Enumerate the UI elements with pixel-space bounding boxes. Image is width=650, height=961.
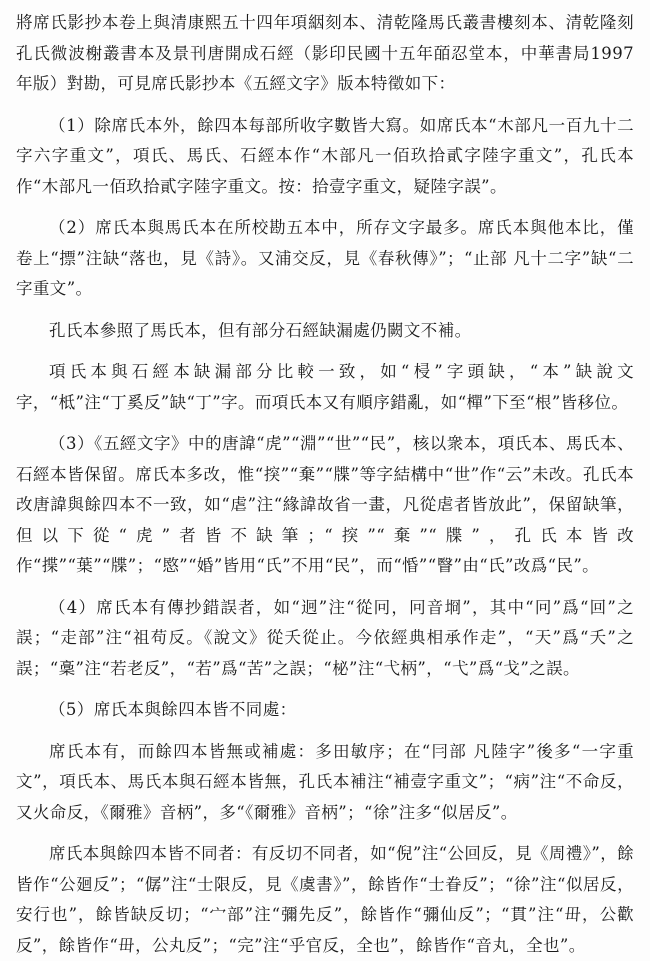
feature-4-paragraph: （4）席氏本有傳抄錯誤者，如“迥”注“從冋，冋音埛”，其中“冋”爲“回”之誤；“走部”注“祖苟反。《說文》從夭從止。今依經典相承作走”，“天”爲“夭”之誤；“稾”注“若老反”，“若”爲“苦”之誤；“柲”注“弋柄”，“弋”爲“戈”之誤。 bbox=[16, 597, 634, 678]
feature-3-paragraph: （3）《五經文字》中的唐諱“虎”“淵”“世”“民”，核以衆本，項氏本、馬氏本、石經本皆保留。席氏本多改，惟“揬”“棄”“牒”等字結構中“世”作“云”未改。孔氏本改唐諱與餘四本不一致，如“虐”注“緣諱故省一畫，凡從虐者皆放此”，保留缺筆，但以下從“虎”者皆不缺筆；“揬”“棄”“牒”，孔氏本皆改作“揲”“葉”“牒”；“愍”“婚”皆用“氏”不用“民”，而“惛”“瞖”由“氏”改爲“民”。 bbox=[16, 434, 634, 575]
kong-edition-paragraph: 孔氏本參照了馬氏本，但有部分石經缺漏處仍闕文不補。 bbox=[49, 320, 472, 340]
intro-paragraph: 將席氏影抄本卷上與清康熙五十四年項絪刻本、清乾隆馬氏叢書樓刻本、清乾隆刻孔氏微波榭叢書本及景刊唐開成石經（影印民國十五年皕忍堂本，中華書局1997年版）對勘，可見席氏影抄本《五經文字》版本特徵如下： bbox=[16, 13, 634, 93]
feature-1-paragraph: （1）除席氏本外，餘四本每部所收字數皆大寫。如席氏本“木部凡一百九十二字六字重文”，項氏、馬氏、石經本作“木部凡一佰玖拾貳字陸字重文”，孔氏本作“木部凡一佰玖拾貳字陸字重文。按：拾壹字重文，疑陸字誤”。 bbox=[16, 115, 634, 196]
xiang-edition-paragraph: 項氏本與石經本缺漏部分比較一致，如“梫”字頭缺，“本”缺說文字，“柢”注“丁奚反”缺“丁”字。而項氏本又有順序錯亂，如“樿”下至“根”皆移位。 bbox=[16, 362, 634, 412]
xi-additions-paragraph: 席氏本有，而餘四本皆無或補處：多田敏序；在“冃部 凡陸字”後多“一字重文”，項氏本、馬氏本與石經本皆無，孔氏本補注“補壹字重文”；“病”注“不命反，又火命反，《爾雅》音柄”，多“《爾雅》音柄”；“徐”注多“似居反”。 bbox=[16, 741, 634, 822]
feature-2-paragraph: （2）席氏本與馬氏本在所校勘五本中，所存文字最多。席氏本與他本比，僅卷上“摽”注缺“落也，見《詩》。又浦交反，見《春秋傳》”；“止部 凡十二字”缺“二字重文”。 bbox=[16, 218, 634, 298]
xi-differences-paragraph: 席氏本與餘四本皆不同者：有反切不同者，如“倪”注“公回反，見《周禮》”，餘皆作“公廻反”；“僝”注“士限反，見《虞書》”，餘皆作“士眷反”；“徐”注“似居反，安行也”，餘皆缺反切；“宀部”注“彌先反”，餘皆作“彌仙反”；“貫”注“毌，公歡反”，餘皆作“毌，公丸反”；“完”注“乎官反，全也”，餘皆作“音丸，全也”。 bbox=[16, 844, 634, 955]
feature-5-heading: （5）席氏本與餘四本皆不同處： bbox=[49, 700, 297, 719]
